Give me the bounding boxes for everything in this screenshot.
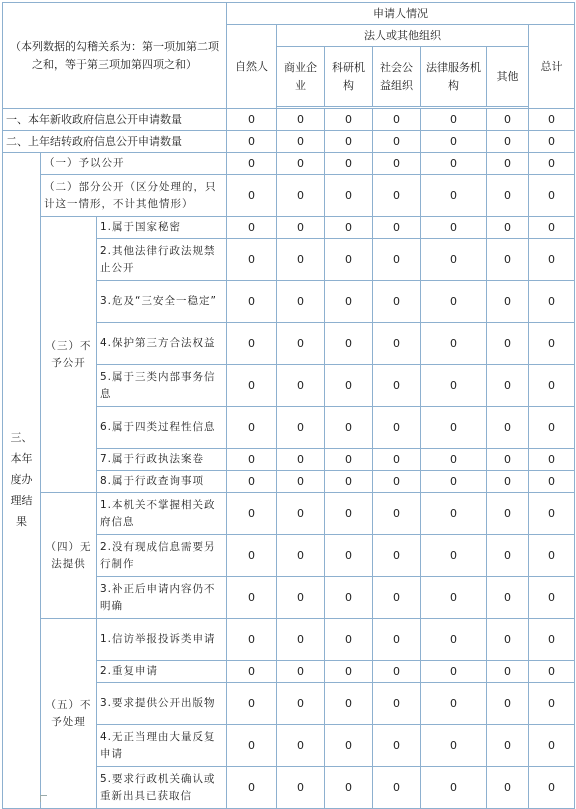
row-label: 1.信访举报投诉类申请	[97, 619, 227, 661]
cell-natural: 0	[227, 281, 277, 323]
cell-legal-service: 0	[421, 281, 487, 323]
row-label: 2.重复申请	[97, 661, 227, 683]
row-label: 二、上年结转政府信息公开申请数量	[3, 131, 227, 153]
cell-social: 0	[373, 131, 421, 153]
cell-business: 0	[277, 281, 325, 323]
cell-natural: 0	[227, 767, 277, 809]
cell-research: 0	[325, 407, 373, 449]
cell-research: 0	[325, 619, 373, 661]
cell-research: 0	[325, 153, 373, 175]
section-3-label: 三、本年度办理结果	[3, 153, 41, 809]
cell-legal-service: 0	[421, 153, 487, 175]
cell-social: 0	[373, 493, 421, 535]
cell-natural: 0	[227, 725, 277, 767]
cell-research: 0	[325, 109, 373, 131]
cell-legal-service: 0	[421, 449, 487, 471]
cell-natural: 0	[227, 407, 277, 449]
row-label: 5.要求行政机关确认或重新出具已获取信	[97, 767, 227, 809]
cell-social: 0	[373, 471, 421, 493]
cell-research: 0	[325, 365, 373, 407]
cell-social: 0	[373, 281, 421, 323]
cell-research: 0	[325, 535, 373, 577]
header-research: 科研机构	[325, 47, 373, 107]
cell-social: 0	[373, 407, 421, 449]
header-legal-service: 法律服务机构	[421, 47, 487, 107]
cell-natural: 0	[227, 365, 277, 407]
cell-total: 0	[529, 175, 575, 217]
cell-business: 0	[277, 239, 325, 281]
cell-other: 0	[487, 493, 529, 535]
cell-other: 0	[487, 471, 529, 493]
cell-legal-service: 0	[421, 683, 487, 725]
cell-research: 0	[325, 217, 373, 239]
cell-other: 0	[487, 619, 529, 661]
cell-legal-service: 0	[421, 619, 487, 661]
cell-legal-service: 0	[421, 217, 487, 239]
cell-natural: 0	[227, 239, 277, 281]
cell-total: 0	[529, 471, 575, 493]
cell-natural: 0	[227, 471, 277, 493]
header-note: （本列数据的勾稽关系为：第一项加第二项之和，等于第三项加第四项之和）	[3, 3, 227, 109]
cell-total: 0	[529, 619, 575, 661]
cell-total: 0	[529, 683, 575, 725]
cell-natural: 0	[227, 217, 277, 239]
cell-social: 0	[373, 619, 421, 661]
row-label: 5.属于三类内部事务信息	[97, 365, 227, 407]
cell-business: 0	[277, 471, 325, 493]
cell-business: 0	[277, 683, 325, 725]
cell-legal-service: 0	[421, 493, 487, 535]
row-label: 1.属于国家秘密	[97, 217, 227, 239]
cell-research: 0	[325, 725, 373, 767]
cell-social: 0	[373, 239, 421, 281]
cell-business: 0	[277, 535, 325, 577]
cell-other: 0	[487, 449, 529, 471]
cell-natural: 0	[227, 109, 277, 131]
cell-legal-service: 0	[421, 471, 487, 493]
cell-legal-service: 0	[421, 767, 487, 809]
cell-research: 0	[325, 323, 373, 365]
table-row	[3, 131, 575, 153]
cell-business: 0	[277, 619, 325, 661]
cell-other: 0	[487, 365, 529, 407]
cell-total: 0	[529, 365, 575, 407]
cell-business: 0	[277, 767, 325, 809]
cell-total: 0	[529, 577, 575, 619]
cell-other: 0	[487, 725, 529, 767]
cell-business: 0	[277, 365, 325, 407]
cell-legal-service: 0	[421, 175, 487, 217]
header-legal-group: 法人或其他组织	[277, 25, 529, 47]
cell-natural: 0	[227, 619, 277, 661]
cell-total: 0	[529, 239, 575, 281]
cell-research: 0	[325, 493, 373, 535]
cell-social: 0	[373, 109, 421, 131]
cell-legal-service: 0	[421, 725, 487, 767]
cell-other: 0	[487, 217, 529, 239]
cell-social: 0	[373, 725, 421, 767]
cell-natural: 0	[227, 577, 277, 619]
row-label: 4.保护第三方合法权益	[97, 323, 227, 365]
cell-total: 0	[529, 217, 575, 239]
row-label: 3.补正后申请内容仍不明确	[97, 577, 227, 619]
row-label: 3.危及“三安全一稳定”	[97, 281, 227, 323]
cell-other: 0	[487, 577, 529, 619]
cell-natural: 0	[227, 153, 277, 175]
cell-natural: 0	[227, 535, 277, 577]
group-4-label: （四）无法提供	[41, 493, 97, 619]
cell-social: 0	[373, 683, 421, 725]
cell-total: 0	[529, 407, 575, 449]
table-container	[2, 2, 575, 809]
cell-research: 0	[325, 175, 373, 217]
cell-research: 0	[325, 661, 373, 683]
cell-research: 0	[325, 683, 373, 725]
disclosure-stats-table	[2, 2, 575, 809]
cell-social: 0	[373, 577, 421, 619]
cell-other: 0	[487, 407, 529, 449]
cell-social: 0	[373, 535, 421, 577]
row-label: 7.属于行政执法案卷	[97, 449, 227, 471]
cell-natural: 0	[227, 131, 277, 153]
row-label: 2.其他法律行政法规禁止公开	[97, 239, 227, 281]
cell-natural: 0	[227, 683, 277, 725]
cell-other: 0	[487, 683, 529, 725]
cell-business: 0	[277, 449, 325, 471]
cell-research: 0	[325, 281, 373, 323]
group-5-label: （五）不予处理	[41, 619, 97, 809]
cell-natural: 0	[227, 661, 277, 683]
cell-other: 0	[487, 239, 529, 281]
cell-business: 0	[277, 109, 325, 131]
cell-business: 0	[277, 153, 325, 175]
cell-legal-service: 0	[421, 535, 487, 577]
cell-other: 0	[487, 131, 529, 153]
table-row	[3, 493, 575, 535]
cell-total: 0	[529, 153, 575, 175]
cell-social: 0	[373, 767, 421, 809]
cell-social: 0	[373, 217, 421, 239]
cell-legal-service: 0	[421, 661, 487, 683]
table-row	[3, 153, 575, 175]
cell-business: 0	[277, 131, 325, 153]
row-label: （一）予以公开	[41, 153, 227, 175]
cell-total: 0	[529, 323, 575, 365]
row-label: 3.要求提供公开出版物	[97, 683, 227, 725]
cell-other: 0	[487, 323, 529, 365]
row-label: 一、本年新收政府信息公开申请数量	[3, 109, 227, 131]
cell-other: 0	[487, 661, 529, 683]
cell-business: 0	[277, 217, 325, 239]
header-business: 商业企业	[277, 47, 325, 107]
cell-social: 0	[373, 153, 421, 175]
header-applicant: 申请人情况	[227, 3, 575, 25]
cell-legal-service: 0	[421, 365, 487, 407]
cell-legal-service: 0	[421, 407, 487, 449]
cell-legal-service: 0	[421, 239, 487, 281]
cell-total: 0	[529, 725, 575, 767]
cell-research: 0	[325, 471, 373, 493]
cell-natural: 0	[227, 323, 277, 365]
cell-legal-service: 0	[421, 109, 487, 131]
cell-business: 0	[277, 661, 325, 683]
cell-legal-service: 0	[421, 577, 487, 619]
cell-legal-service: 0	[421, 131, 487, 153]
cell-natural: 0	[227, 493, 277, 535]
cell-business: 0	[277, 577, 325, 619]
header-total: 总计	[529, 25, 575, 109]
cell-social: 0	[373, 323, 421, 365]
cell-social: 0	[373, 175, 421, 217]
cell-other: 0	[487, 767, 529, 809]
group-3-label: （三）不予公开	[41, 217, 97, 493]
cell-business: 0	[277, 175, 325, 217]
cell-research: 0	[325, 767, 373, 809]
row-label: 6.属于四类过程性信息	[97, 407, 227, 449]
cell-other: 0	[487, 281, 529, 323]
row-label: 8.属于行政查询事项	[97, 471, 227, 493]
cell-total: 0	[529, 281, 575, 323]
cell-total: 0	[529, 449, 575, 471]
row-label: 2.没有现成信息需要另行制作	[97, 535, 227, 577]
cell-research: 0	[325, 577, 373, 619]
row-label: （二）部分公开（区分处理的，只计这一情形，不计其他情形）	[41, 175, 227, 217]
cell-natural: 0	[227, 449, 277, 471]
cell-total: 0	[529, 661, 575, 683]
cell-total: 0	[529, 535, 575, 577]
cell-other: 0	[487, 109, 529, 131]
header-natural-person: 自然人	[227, 25, 277, 109]
cell-research: 0	[325, 449, 373, 471]
cell-social: 0	[373, 365, 421, 407]
row-label: 4.无正当理由大量反复申请	[97, 725, 227, 767]
cell-research: 0	[325, 239, 373, 281]
cell-other: 0	[487, 535, 529, 577]
cell-other: 0	[487, 153, 529, 175]
table-row	[3, 175, 575, 217]
corner-mark	[40, 795, 47, 802]
cell-legal-service: 0	[421, 323, 487, 365]
cell-total: 0	[529, 493, 575, 535]
cell-natural: 0	[227, 175, 277, 217]
cell-total: 0	[529, 767, 575, 809]
table-row	[3, 109, 575, 131]
table-row	[3, 217, 575, 239]
cell-business: 0	[277, 407, 325, 449]
cell-business: 0	[277, 725, 325, 767]
cell-social: 0	[373, 661, 421, 683]
cell-research: 0	[325, 131, 373, 153]
header-social: 社会公益组织	[373, 47, 421, 107]
cell-social: 0	[373, 449, 421, 471]
cell-other: 0	[487, 175, 529, 217]
cell-business: 0	[277, 493, 325, 535]
cell-total: 0	[529, 131, 575, 153]
table-row	[3, 619, 575, 661]
cell-total: 0	[529, 109, 575, 131]
cell-business: 0	[277, 323, 325, 365]
header-other: 其他	[487, 47, 529, 107]
row-label: 1.本机关不掌握相关政府信息	[97, 493, 227, 535]
